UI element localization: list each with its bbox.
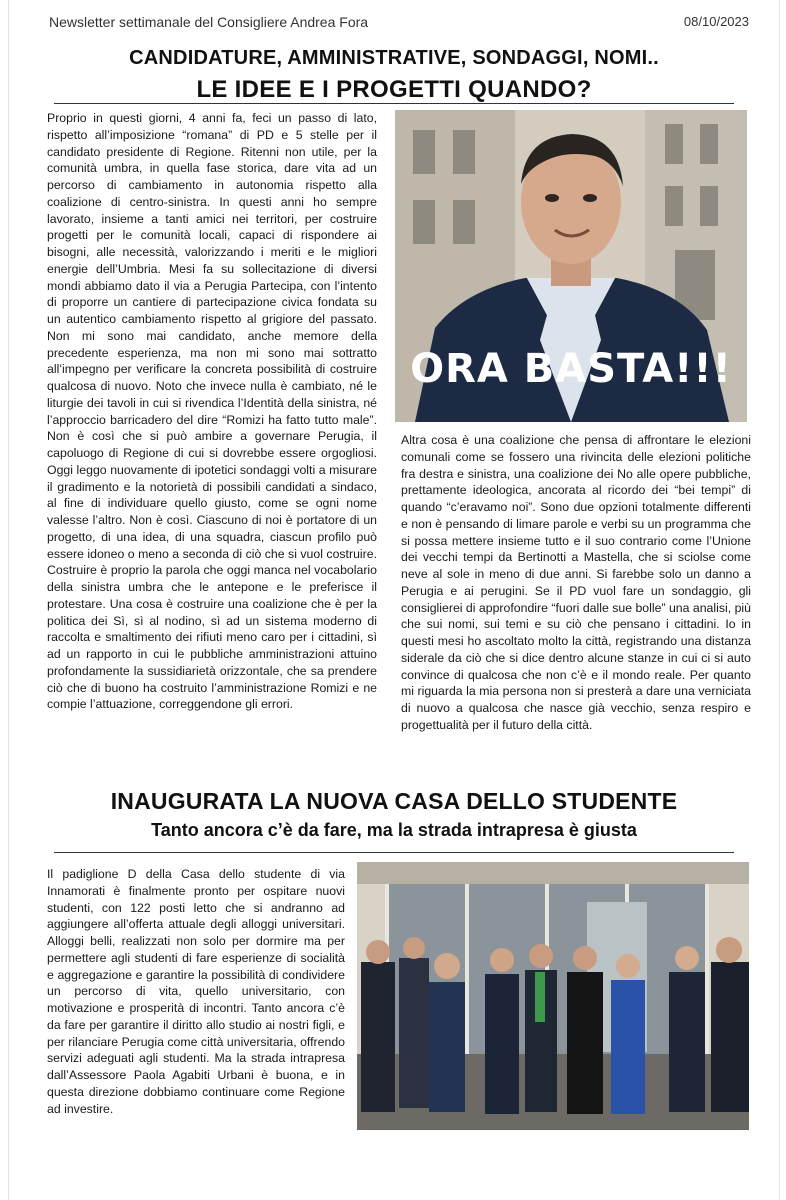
article2-title: INAUGURATA LA NUOVA CASA DELLO STUDENTE xyxy=(110,788,678,814)
newsletter-label: Newsletter settimanale del Consigliere Andrea Fora xyxy=(49,14,369,30)
title-divider xyxy=(54,103,734,104)
article1-right-column xyxy=(401,432,751,734)
article1-left-column xyxy=(47,110,377,713)
article1-title: LE IDEE E I PROGETTI QUANDO? xyxy=(196,76,592,103)
article2-text: Il padiglione D della Casa dello studente di via Innamorati è finalmente pronto per ospitare nuovi studenti, con 122 posti letto che si andranno ad aggiungere all’offerta attuale degli alloggi universitari. Alloggi belli, realizzati non solo per dormire ma per permettere agli studenti di fare esperienze di socialità e aggregazione e garantire la possibilità di condividere un percorso di vita, quello universitario, con motivazione e prosperità di incontri. Tanto ancora c’è da fare per garantire il diritto allo studio ai nostri figli, e per rilanciare Perugia come città universitaria, offrendo servizi adeguati agli studenti. Ma la strada intrapresa dall’Assessore Paola Agabiti Urbani è buona, e in questa direzione dobbiamo continuare come Regione ad investire. xyxy=(47,867,345,1116)
page-header xyxy=(49,14,749,34)
inauguration-illustration xyxy=(357,862,749,1130)
section-divider xyxy=(54,852,734,853)
photo-caption-overlay: ORA BASTA!!! xyxy=(410,346,732,392)
article2-text-column xyxy=(47,866,345,1117)
article1-kicker: CANDIDATURE, AMMINISTRATIVE, SONDAGGI, NOMI.. xyxy=(129,47,659,69)
inauguration-photo xyxy=(357,862,749,1130)
article1-right-text: Altra cosa è una coalizione che pensa di affrontare le elezioni comunali come se fossero una rivincita delle elezioni politiche fra destra e sinistra, una coalizione dei No alle opere pubbliche, prettamente ideologica, ancorata al ricordo dei “bei tempi” di quando “c’eravamo noi”. Sono due opzioni totalmente differenti e non è pensando di limare parole e verbi su un programma che si possa mettere insieme tutto e il suo contrario come l’Unione dei vecchi tempi da Bertinotti a Mastella, che si sciolse come neve al sole in meno di due anni. Si farebbe solo un danno a Perugia e ai perugini. Se il PD vuol fare un sondaggio, gli consiglierei di approfondire “fuori dalle sue bolle” una analisi, più che sui nomi, sui temi e su ciò che pensano i cittadini. Io in questi mesi ho ascoltato molto la città, registrando una distanza siderale da ciò che si dice dentro alcune stanze in cui ci si auto convince di qualcosa che non c’è e il mondo reale. Per quanto mi riguarda la mia persona non si presterà a dare una verniciata di nuovo a qualcosa che nasce già vecchio, senza respiro e progettualità per il futuro della città. xyxy=(401,433,751,732)
article1-left-text: Proprio in questi giorni, 4 anni fa, feci un passo di lato, rispetto all’imposizione “romana” di PD e 5 stelle per il candidato presidente di Regione. Ritenni non utile, per la comunità umbra, in quella fase storica, dare vita ad un percorso di cambiamento in autonomia rispetto alla coalizione di centro-sinistra. In questi anni ho sempre lavorato, insieme a tanti amici nei territori, per costruire progetti per le comunità locali, capaci di rispondere ai bisogni, alle necessità, valorizzando i meriti e le migliori energie dell’Umbria. Mesi fa su sollecitazione di diversi mondi abbiamo dato il via a Perugia Partecipa, con l’intento di proporre un cantiere di partecipazione civica fondata su un autentico cambiamento rispetto al grigiore del passato. Non mi sono mai candidato, anche memore della precedente esperienza, ma non mi sono mai sottratto all’impegno per verificare la concreta possibilità di costruire qualcosa di nuovo. Noto che invece nulla è cambiato, né le liturgie dei tavoli in cui si rivendica l’Identità della sinistra, né l’approccio barricadero del dire “Romizi ha fatto tutto male”. Non è così che si può ambire a governare Perugia, il capoluogo di Regione di cui si dovrebbe essere orgogliosi. Oggi leggo nuovamente di ipotetici sondaggi volti a misurare il gradimento e la notorietà di possibili candidati a sindaco, al fine di individuare quello giusto, come se ogni nome valesse l’altro. Non è così. Ciascuno di noi è portatore di un progetto, di una idea, di una squadra, ciascun profilo può essere idoneo o meno a seconda di ciò che si vuol costruire. Costruire è proprio la parola che oggi manca nel vocabolario della sinistra umbra che le antepone e le preferisce il protestare. Una cosa è costruire una coalizione che è per la politica dei Sì, sì al nodino, sì ad un sistema moderno di raccolta e smaltimento dei rifiuti meno caro per i cittadini, sì ad un rapporto in cui le pubbliche amministrazioni attuino profondamente la sussidiarietà orizzontale, che sa prendere ciò che di buono ha costruito l’amministrazione Romizi e ne compie l’attuazione, correggendone gli errori. xyxy=(47,111,377,712)
newsletter-page xyxy=(8,0,780,1200)
issue-date: 08/10/2023 xyxy=(683,14,749,29)
portrait-photo xyxy=(395,110,747,422)
article2-subtitle: Tanto ancora c’è da fare, ma la strada intrapresa è giusta xyxy=(151,820,637,840)
